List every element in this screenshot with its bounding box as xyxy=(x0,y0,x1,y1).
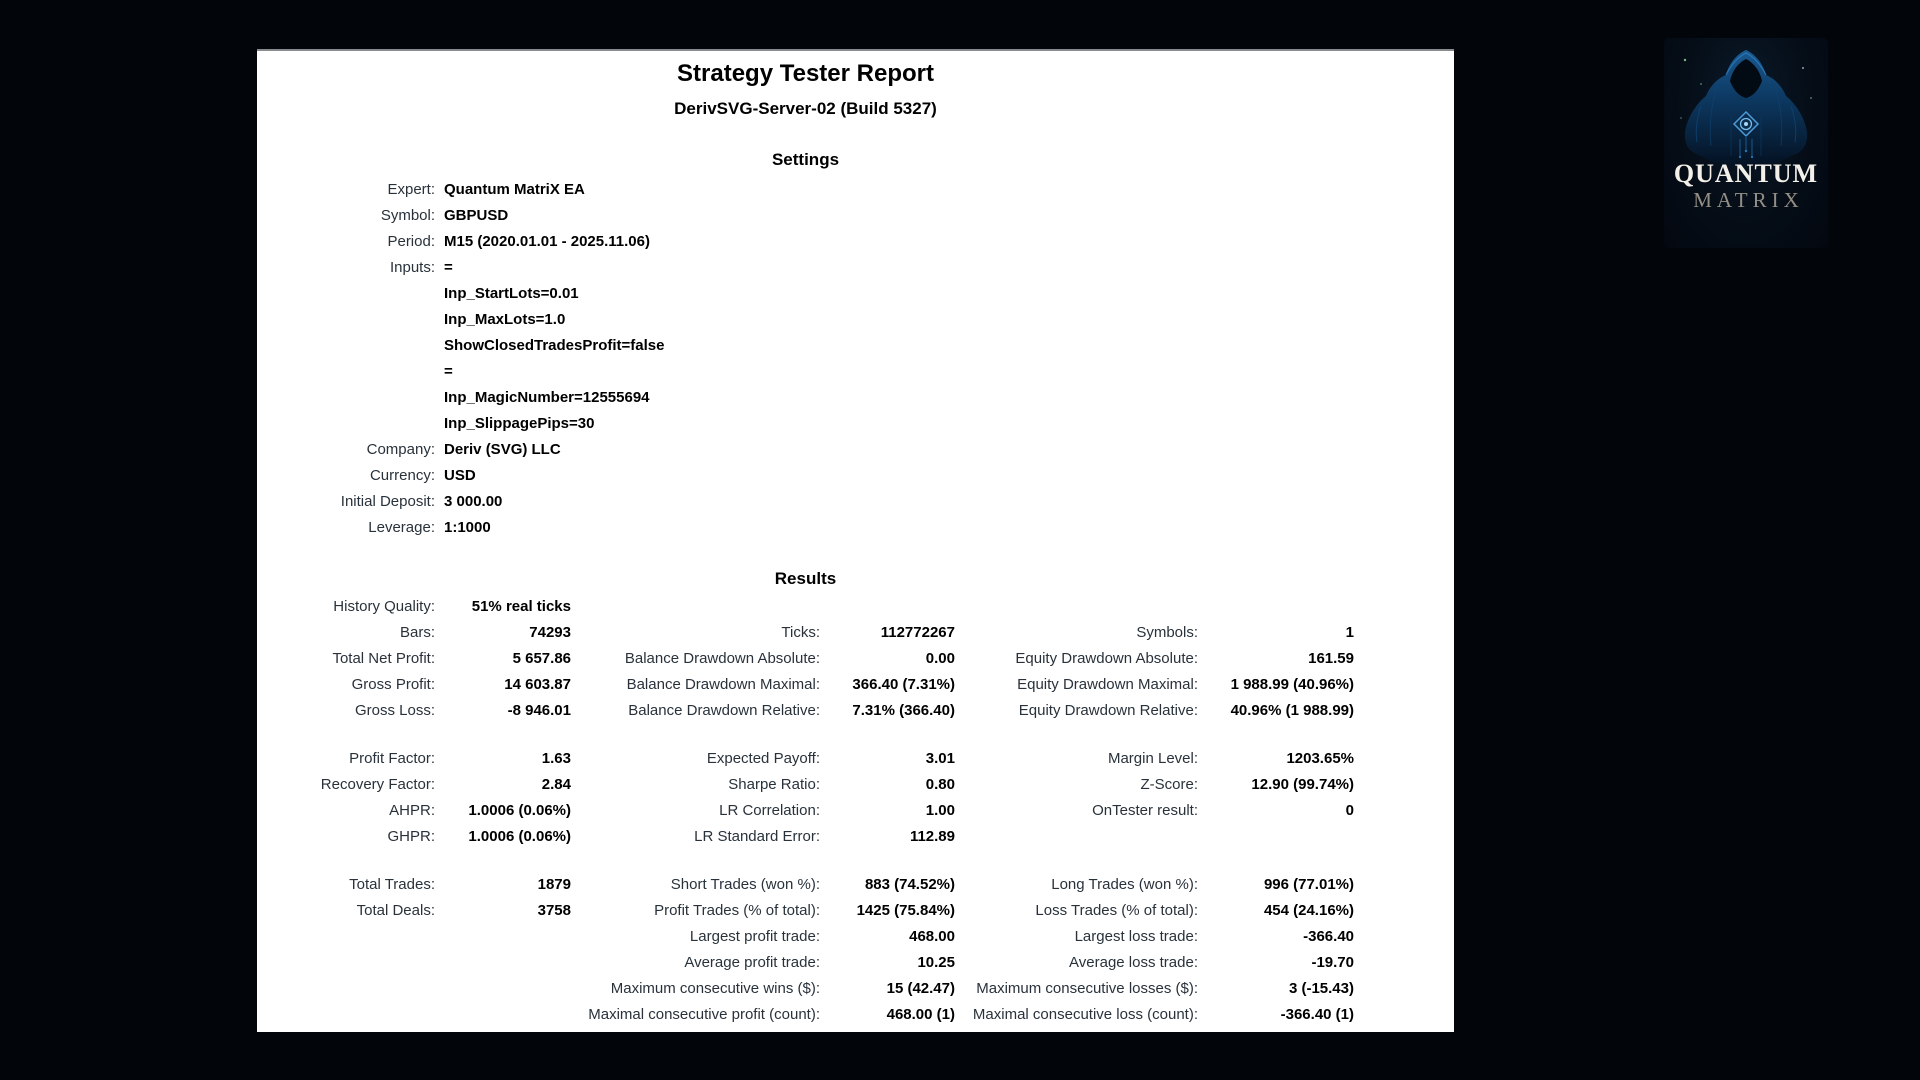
server-build-subtitle: DerivSVG-Server-02 (Build 5327) xyxy=(674,99,937,118)
block-spacer xyxy=(257,849,1354,871)
logo-subtitle: MATRIX xyxy=(1693,188,1804,212)
result-label: Profit Factor: xyxy=(349,749,435,767)
result-label xyxy=(955,593,1198,619)
result-label: Equity Drawdown Absolute: xyxy=(1015,649,1198,667)
result-value: 0 xyxy=(1345,801,1354,819)
results-table xyxy=(257,593,1354,1027)
result-label: Balance Drawdown Relative: xyxy=(628,701,820,719)
setting-label: Period: xyxy=(387,232,435,250)
results-row xyxy=(257,823,1354,849)
result-value: 112772267 xyxy=(880,623,955,641)
setting-label: Company: xyxy=(366,440,435,458)
result-label: OnTester result: xyxy=(1092,801,1198,819)
results-row xyxy=(257,923,1354,949)
result-label: Total Deals: xyxy=(356,901,435,919)
result-value xyxy=(435,975,571,1001)
result-label: Balance Drawdown Maximal: xyxy=(626,675,820,693)
setting-value: Inp_SlippagePips=30 xyxy=(444,414,595,432)
setting-label xyxy=(257,358,435,384)
result-value: 14 603.87 xyxy=(504,675,571,693)
result-value: 3758 xyxy=(537,901,571,919)
setting-row xyxy=(257,202,1354,228)
result-value: 1879 xyxy=(537,875,571,893)
result-label: Total Net Profit: xyxy=(332,649,435,667)
setting-row xyxy=(257,254,1354,280)
results-row xyxy=(257,871,1354,897)
setting-value: USD xyxy=(444,466,476,484)
setting-value: 3 000.00 xyxy=(444,492,503,510)
result-label xyxy=(955,823,1198,849)
result-value xyxy=(1198,593,1354,619)
results-row xyxy=(257,671,1354,697)
results-row xyxy=(257,975,1354,1001)
quantum-matrix-logo xyxy=(1664,38,1828,248)
setting-value: Inp_MagicNumber=12555694 xyxy=(444,388,650,406)
setting-row xyxy=(257,410,1354,436)
result-value: 74293 xyxy=(529,623,571,641)
setting-value: GBPUSD xyxy=(444,206,509,224)
results-row xyxy=(257,897,1354,923)
results-row xyxy=(257,619,1354,645)
result-label: Margin Level: xyxy=(1107,749,1198,767)
strategy-tester-report-panel xyxy=(257,49,1454,1032)
setting-label: Symbol: xyxy=(380,206,435,224)
result-value: 0.00 xyxy=(925,649,955,667)
setting-value: Deriv (SVG) LLC xyxy=(444,440,561,458)
results-row xyxy=(257,745,1354,771)
result-value: 1203.65% xyxy=(1286,749,1354,767)
result-value: 996 (77.01%) xyxy=(1263,875,1354,893)
setting-row xyxy=(257,332,1354,358)
result-value xyxy=(435,949,571,975)
result-value: 1 988.99 (40.96%) xyxy=(1230,675,1354,693)
result-value: 0.80 xyxy=(925,775,955,793)
result-value: 7.31% (366.40) xyxy=(852,701,955,719)
result-label: LR Standard Error: xyxy=(694,827,820,845)
settings-table xyxy=(257,176,1354,540)
setting-row xyxy=(257,488,1354,514)
result-label: GHPR: xyxy=(387,827,435,845)
settings-heading: Settings xyxy=(771,150,840,169)
result-value: 1425 (75.84%) xyxy=(856,901,955,919)
results-row xyxy=(257,1001,1354,1027)
result-value: 12.90 (99.74%) xyxy=(1251,775,1354,793)
result-label xyxy=(257,923,435,949)
result-value xyxy=(820,593,955,619)
setting-label xyxy=(257,306,435,332)
result-label: History Quality: xyxy=(333,597,435,615)
result-label: Long Trades (won %): xyxy=(1051,875,1198,893)
result-label: Loss Trades (% of total): xyxy=(1035,901,1198,919)
result-label: Maximal consecutive loss (count): xyxy=(972,1005,1198,1023)
result-label: Equity Drawdown Maximal: xyxy=(1017,675,1198,693)
setting-label: Initial Deposit: xyxy=(340,492,435,510)
result-label: Equity Drawdown Relative: xyxy=(1018,701,1198,719)
results-heading: Results xyxy=(774,569,837,588)
result-value: 10.25 xyxy=(917,953,955,971)
result-label: Total Trades: xyxy=(349,875,435,893)
setting-label xyxy=(257,280,435,306)
setting-label xyxy=(257,332,435,358)
result-value: 161.59 xyxy=(1308,649,1354,667)
result-label: Z-Score: xyxy=(1140,775,1198,793)
setting-row xyxy=(257,514,1354,540)
result-label: Average loss trade: xyxy=(1069,953,1198,971)
result-value: -366.40 (1) xyxy=(1280,1005,1354,1023)
result-value: -8 946.01 xyxy=(507,701,571,719)
page-title: Strategy Tester Report xyxy=(677,60,934,87)
setting-label xyxy=(257,410,435,436)
setting-label xyxy=(257,384,435,410)
result-value: 1.63 xyxy=(541,749,571,767)
result-value: 366.40 (7.31%) xyxy=(852,675,955,693)
setting-label: Inputs: xyxy=(389,258,435,276)
result-label xyxy=(257,1001,435,1027)
result-value: 3 (-15.43) xyxy=(1288,979,1354,997)
setting-value: = xyxy=(444,258,453,276)
setting-row xyxy=(257,384,1354,410)
result-value: 468.00 xyxy=(909,927,955,945)
setting-value: Inp_StartLots=0.01 xyxy=(444,284,579,302)
setting-row xyxy=(257,176,1354,202)
result-value: 15 (42.47) xyxy=(886,979,955,997)
setting-row xyxy=(257,462,1354,488)
setting-value: 1:1000 xyxy=(444,518,491,536)
result-value: 5 657.86 xyxy=(512,649,571,667)
result-label xyxy=(571,593,820,619)
setting-value: M15 (2020.01.01 - 2025.11.06) xyxy=(444,232,650,250)
result-label: Bars: xyxy=(399,623,435,641)
result-label: Largest loss trade: xyxy=(1074,927,1198,945)
setting-row xyxy=(257,280,1354,306)
setting-row xyxy=(257,436,1354,462)
result-label: AHPR: xyxy=(389,801,435,819)
setting-value: ShowClosedTradesProfit=false xyxy=(444,336,665,354)
result-label: Gross Loss: xyxy=(354,701,435,719)
result-label: Ticks: xyxy=(781,623,820,641)
result-value: 2.84 xyxy=(541,775,571,793)
result-label: Maximum consecutive wins ($): xyxy=(610,979,820,997)
result-label xyxy=(257,949,435,975)
setting-label: Leverage: xyxy=(368,518,435,536)
result-value: 454 (24.16%) xyxy=(1263,901,1354,919)
result-value: 1 xyxy=(1345,623,1354,641)
setting-value: Quantum MatriX EA xyxy=(444,180,585,198)
result-label: Recovery Factor: xyxy=(320,775,435,793)
result-value: 40.96% (1 988.99) xyxy=(1230,701,1354,719)
setting-row xyxy=(257,228,1354,254)
result-label: Sharpe Ratio: xyxy=(728,775,820,793)
results-row xyxy=(257,771,1354,797)
setting-label: Currency: xyxy=(369,466,435,484)
result-label: Maximal consecutive profit (count): xyxy=(588,1005,820,1023)
result-label: Maximum consecutive losses ($): xyxy=(976,979,1198,997)
result-value: -19.70 xyxy=(1311,953,1354,971)
setting-row xyxy=(257,358,1354,384)
result-value xyxy=(1198,823,1354,849)
results-row xyxy=(257,645,1354,671)
result-value: 112.89 xyxy=(909,827,955,845)
result-label xyxy=(257,975,435,1001)
result-value: 1.00 xyxy=(925,801,955,819)
result-value: 3.01 xyxy=(925,749,955,767)
result-value xyxy=(435,923,571,949)
result-label: Symbols: xyxy=(1136,623,1198,641)
hooded-figure-icon xyxy=(1671,46,1821,166)
setting-label: Expert: xyxy=(387,180,435,198)
setting-value: Inp_MaxLots=1.0 xyxy=(444,310,566,328)
result-value: -366.40 xyxy=(1303,927,1354,945)
result-value: 51% real ticks xyxy=(471,597,571,615)
result-label: Balance Drawdown Absolute: xyxy=(624,649,820,667)
result-label: Gross Profit: xyxy=(351,675,435,693)
result-value: 1.0006 (0.06%) xyxy=(468,827,571,845)
result-label: LR Correlation: xyxy=(719,801,820,819)
result-value: 883 (74.52%) xyxy=(864,875,955,893)
result-label: Average profit trade: xyxy=(684,953,820,971)
result-label: Profit Trades (% of total): xyxy=(654,901,820,919)
result-label: Largest profit trade: xyxy=(689,927,820,945)
setting-row xyxy=(257,306,1354,332)
report-content xyxy=(257,51,1354,1027)
result-label: Short Trades (won %): xyxy=(670,875,820,893)
block-spacer xyxy=(257,723,1354,745)
logo-title: QUANTUM xyxy=(1673,159,1819,188)
results-row xyxy=(257,697,1354,723)
results-row xyxy=(257,593,1354,619)
results-row xyxy=(257,949,1354,975)
result-value: 468.00 (1) xyxy=(886,1005,955,1023)
setting-value: = xyxy=(444,362,453,380)
results-row xyxy=(257,797,1354,823)
result-value xyxy=(435,1001,571,1027)
result-value: 1.0006 (0.06%) xyxy=(468,801,571,819)
result-label: Expected Payoff: xyxy=(706,749,820,767)
